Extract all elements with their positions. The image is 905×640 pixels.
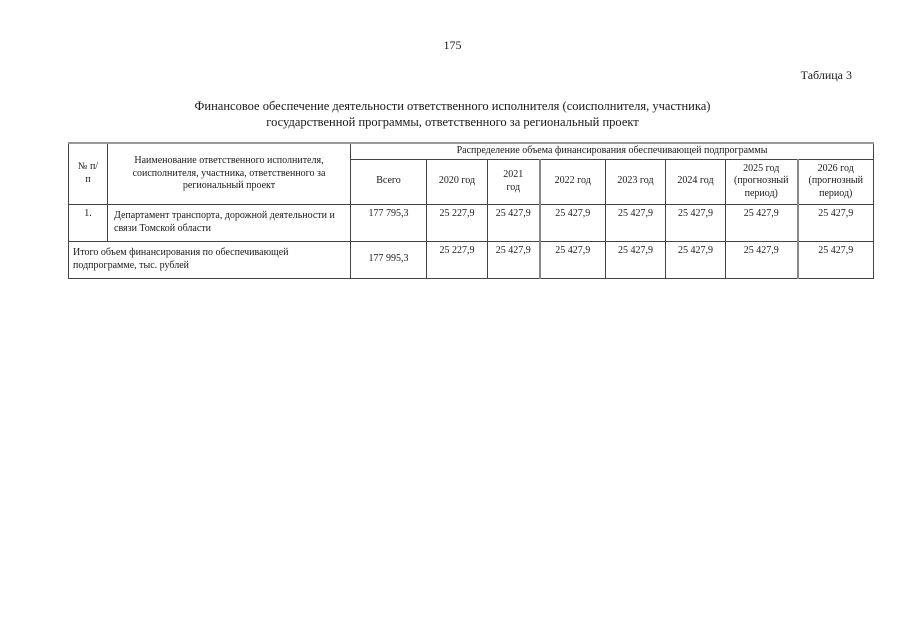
row-2022: 25 427,9 — [540, 204, 606, 241]
table-label: Таблица 3 — [800, 68, 852, 82]
row-2021: 25 427,9 — [488, 204, 540, 241]
total-2026: 25 427,9 — [798, 241, 874, 278]
header-2021: 2021 год — [488, 159, 540, 204]
total-2020: 25 227,9 — [427, 241, 488, 278]
header-2026: 2026 год (прогнозный период) — [798, 159, 874, 204]
total-label: Итого объем финансирования по обеспечивающей подпрограмме, тыс. рублей — [69, 241, 351, 278]
header-name: Наименование ответственного исполнителя, соисполнителя, участника, ответственного за региональный проект — [108, 143, 351, 204]
total-2021: 25 427,9 — [488, 241, 540, 278]
total-row — [69, 241, 874, 278]
row-total: 177 795,3 — [351, 204, 427, 241]
header-2025: 2025 год (прогнозный период) — [726, 159, 798, 204]
row-2024: 25 427,9 — [666, 204, 726, 241]
header-total: Всего — [351, 159, 427, 204]
header-2020: 2020 год — [427, 159, 488, 204]
row-name: Департамент транспорта, дорожной деятельности и связи Томской области — [108, 204, 351, 241]
header-num: № п/п — [69, 143, 108, 204]
table-row — [69, 204, 874, 241]
total-2025: 25 427,9 — [726, 241, 798, 278]
total-2022: 25 427,9 — [540, 241, 606, 278]
header-2023: 2023 год — [606, 159, 666, 204]
header-2022: 2022 год — [540, 159, 606, 204]
total-2024: 25 427,9 — [666, 241, 726, 278]
financing-table — [68, 142, 874, 279]
header-2024: 2024 год — [666, 159, 726, 204]
row-2026: 25 427,9 — [798, 204, 874, 241]
row-num: 1. — [69, 204, 108, 241]
total-sum: 177 995,3 — [351, 241, 427, 278]
row-2020: 25 227,9 — [427, 204, 488, 241]
title-line-2: государственной программы, ответственного за региональный проект — [266, 115, 639, 129]
page-number: 175 — [443, 38, 462, 52]
row-2025: 25 427,9 — [726, 204, 798, 241]
title-line-1: Финансовое обеспечение деятельности ответственного исполнителя (соисполнителя, участника) — [194, 99, 711, 113]
header-distribution: Распределение объема финансирования обеспечивающей подпрограммы — [351, 143, 874, 159]
row-2023: 25 427,9 — [606, 204, 666, 241]
table-title — [0, 98, 905, 130]
total-2023: 25 427,9 — [606, 241, 666, 278]
